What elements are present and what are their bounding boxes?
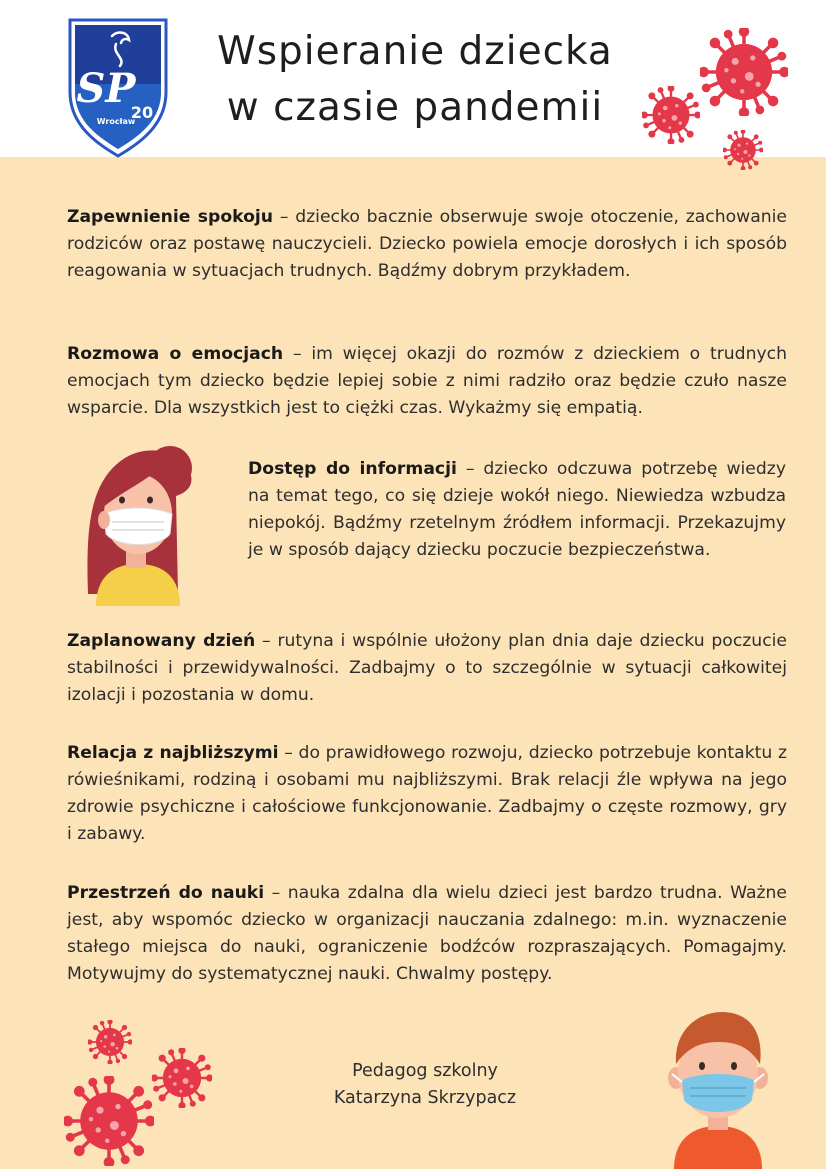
section-text: – dziecko bacznie obserwuje swoje otoczenie, zachowanie rodziców oraz postawę nauczycieli. Dziecko powiela emocje dorosłych i ich sposób reagowania w sytuacjach trudnych. Bądźmy dobrym przykładem. — [67, 207, 787, 281]
virus-icon — [152, 1048, 212, 1108]
section-heading: Zapewnienie spokoju — [67, 207, 274, 227]
section-heading: Relacja z najbliższymi — [67, 743, 279, 763]
page-title — [180, 24, 650, 136]
section-text: – nauka zdalna dla wielu dzieci jest bardzo trudna. Ważne jest, aby wspomóc dziecko w organizacji nauczania zdalnego: m.in. wyznaczenie stałego miejsca do nauki, ograniczenie bodźców rozpraszających. Pomagajmy. Motywujmy do systematycznej nauki. Chwalmy postępy. — [67, 883, 787, 984]
virus-icon — [64, 1076, 154, 1166]
signature-role: Pedagog szkolny — [352, 1061, 498, 1081]
section-emotions — [67, 341, 787, 422]
girl-with-mask-icon — [82, 444, 194, 606]
section-planned-day — [67, 628, 787, 709]
signature — [300, 1058, 550, 1112]
boy-with-mask-icon — [664, 1008, 772, 1169]
virus-icon — [700, 28, 788, 116]
section-reassurance — [67, 204, 787, 285]
section-text: – rutyna i wspólnie ułożony plan dnia daje dziecku poczucie stabilności i przewidywalności. Zadbajmy o to szczególnie w sytuacji całkowitej izolacji i pozostania w domu. — [67, 631, 787, 705]
logo-city: Wrocław — [96, 117, 136, 126]
section-information — [248, 456, 786, 564]
virus-icon — [723, 130, 763, 170]
section-heading: Dostęp do informacji — [248, 459, 457, 479]
signature-name: Katarzyna Skrzypacz — [333, 1088, 517, 1108]
virus-icon — [642, 86, 700, 144]
title-line-1: Wspieranie dziecka — [217, 29, 613, 74]
section-text: – do prawidłowego rozwoju, dziecko potrzebuje kontaktu z rówieśnikami, rodziną i osobami mu najbliższymi. Brak relacji źle wpływa na jego zdrowie psychiczne i całościowe funkcjonowanie. Zadbajmy o częste rozmowy, gry i zabawy. — [67, 743, 787, 844]
section-text: – dziecko odczuwa potrzebę wiedzy na temat tego, co się dzieje wokół niego. Niewiedza wzbudza niepokój. Bądźmy rzetelnym źródłem informacji. Przekazujmy je w sposób dający dziecku poczucie bezpieczeństwa. — [248, 459, 786, 560]
section-learning-space — [67, 880, 787, 988]
section-relationships — [67, 740, 787, 848]
section-text: – im więcej okazji do rozmów z dzieckiem o trudnych emocjach tym dziecko będzie lepiej sobie z nimi radziło oraz będzie czuło nasze wsparcie. Dla wszystkich jest to ciężki czas. Wykażmy się empatią. — [67, 344, 787, 418]
virus-icon — [88, 1020, 132, 1064]
title-line-2: w czasie pandemii — [226, 85, 604, 130]
section-heading: Zaplanowany dzień — [67, 631, 256, 651]
logo-letters: SP — [76, 65, 136, 112]
logo-number: 20 — [130, 103, 154, 122]
school-logo — [66, 14, 170, 158]
section-heading: Rozmowa o emocjach — [67, 344, 284, 364]
section-heading: Przestrzeń do nauki — [67, 883, 265, 903]
